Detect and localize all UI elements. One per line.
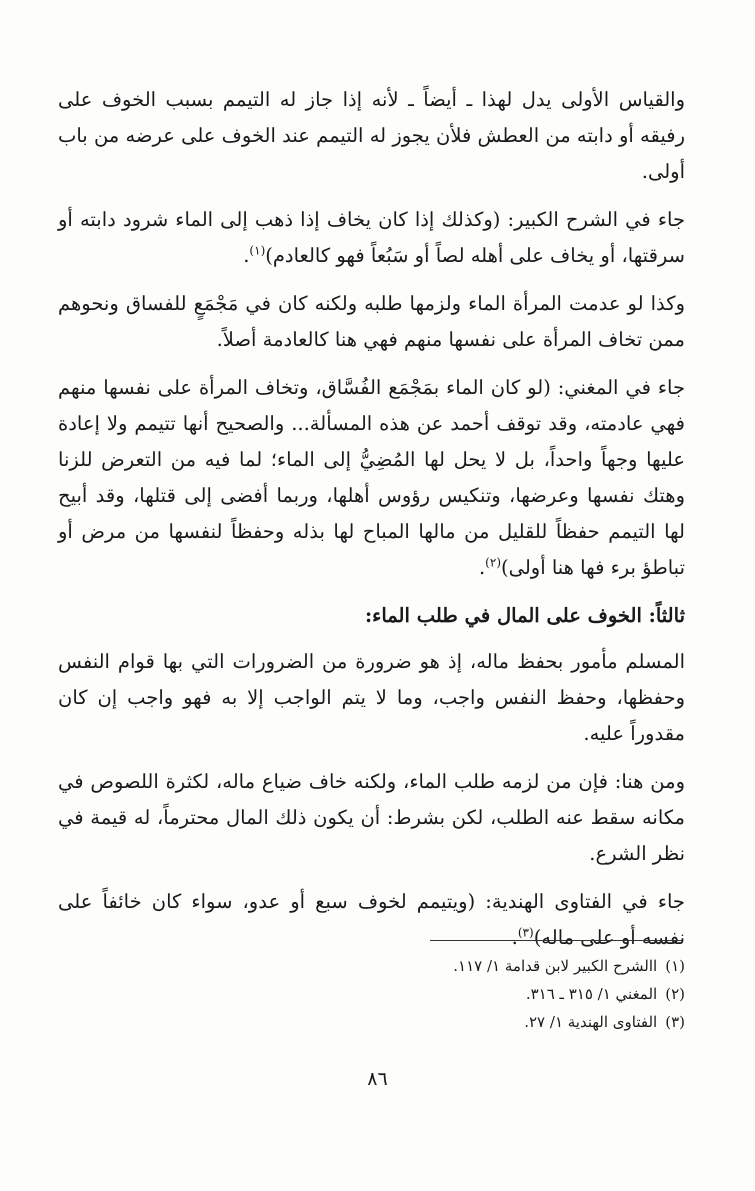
- paragraph: جاء في الشرح الكبير: (وكذلك إذا كان يخاف إذا ذهب إلى الماء شرود دابته أو سرقتها، أو يخاف على أهله لصاً أو سَبُعاً فهو كالعادم)$^{(١)}$.: [58, 208, 685, 267]
- main-text: [58, 82, 685, 968]
- footnote: (٢)المغني ١/ ٣١٥ ـ ٣١٦.: [525, 985, 685, 1003]
- footnotes: [300, 952, 685, 1036]
- paragraph: وكذا لو عدمت المرأة الماء ولزمها طلبه ولكنه كان في مَجْمَعٍ للفساق ونحوهم ممن تخاف المرأة على نفسها منهم فهي هنا كالعادمة أصلاً.: [58, 292, 685, 351]
- footnote-divider: [430, 940, 682, 941]
- footnote: (٣)الفتاوى الهندية ١/ ٢٧.: [524, 1013, 685, 1031]
- paragraph: ومن هنا: فإن من لزمه طلب الماء، ولكنه خاف ضياع ماله، لكثرة اللصوص في مكانه سقط عنه الطلب، لكن بشرط: أن يكون ذلك المال محترماً، له قيمة في نظر الشرع.: [58, 770, 685, 865]
- section-heading: ثالثاً: الخوف على المال في طلب الماء:: [364, 604, 685, 627]
- paragraph: جاء في الفتاوى الهندية: (ويتيمم لخوف سبع أو عدو، سواء كان خائفاً على نفسه أو على ماله)$^{(٣)}$.: [58, 890, 685, 949]
- paragraph: جاء في المغني: (لو كان الماء بمَجْمَع الفُسَّاق، وتخاف المرأة على نفسها منهم فهي عادمته، وقد توقف أحمد عن هذه المسألة... والصحيح أنها تتيمم ولا إعادة عليها وجهاً واحداً، بل لا يحل لها المُضِيُّ إلى الماء؛ لما فيه من التعرض للزنا وهتك نفسها وعرضها، وتنكيس رؤوس أهلها، وربما أفضى إلى قتلها، وقد أبيح لها التيمم حفظاً للقليل من مالها المباح لها بذله وحفظاً لنفسها من مرض أو تباطؤ برء فها هنا أولى)$^{(٢)}$.: [58, 376, 685, 579]
- footnote-ref[interactable]: (١): [249, 243, 266, 258]
- paragraph: والقياس الأولى يدل لهذا ـ أيضاً ـ لأنه إذا جاز له التيمم بسبب الخوف على رفيقه أو دابته من العطش فلأن يجوز له التيمم عند الخوف على عرضه من باب أولى.: [58, 88, 685, 183]
- footnote: (١)االشرح الكبير لابن قدامة ١/ ١١٧.: [453, 957, 685, 975]
- page-number: ٨٦: [367, 1068, 388, 1090]
- footnote-ref[interactable]: (٣): [517, 925, 534, 940]
- paragraph: المسلم مأمور بحفظ ماله، إذ هو ضرورة من الضرورات التي بها قوام النفس وحفظها، وحفظ النفس واجب، وما لا يتم الواجب إلا به فهو واجب إن كان مقدوراً عليه.: [58, 650, 685, 745]
- footnote-ref[interactable]: (٢): [485, 555, 501, 570]
